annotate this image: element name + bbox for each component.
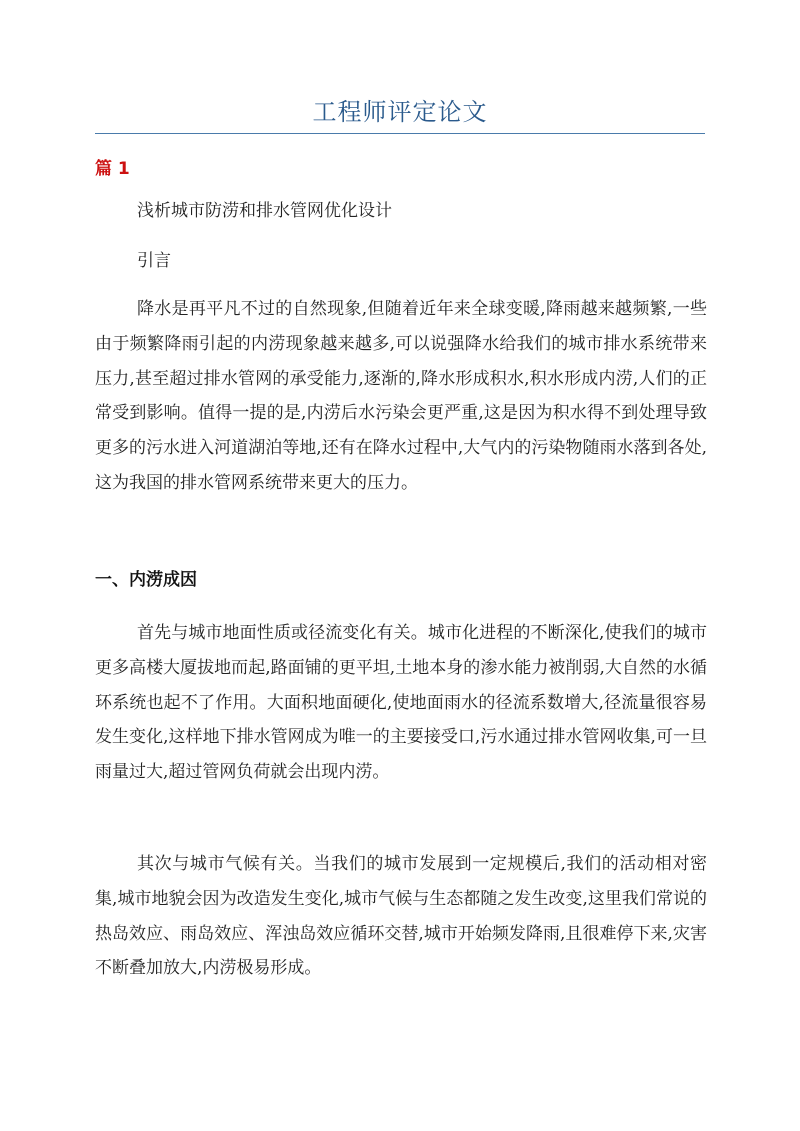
paper-subtitle: 浅析城市防涝和排水管网优化设计 (137, 201, 392, 221)
document-title: 工程师评定论文 (312, 98, 488, 126)
title-divider (95, 133, 705, 134)
section-label: 篇 1 (95, 159, 130, 179)
intro-heading: 引言 (137, 251, 171, 271)
paragraph-climate: 其次与城市气候有关。当我们的城市发展到一定规模后,我们的活动相对密集,城市地貌会因为改造发生变化,城市气候与生态都随之发生改变,这里我们常说的热岛效应、雨岛效应、浑浊岛效应循环交替,城市开始频发降雨,且很难停下来,灾害不断叠加放大,内涝极易形成。 (95, 854, 707, 979)
section-heading-causes: 一、内涝成因 (95, 570, 197, 590)
intro-paragraph: 降水是再平凡不过的自然现象,但随着近年来全球变暖,降雨越来越频繁,一些由于频繁降雨引起的内涝现象越来越多,可以说强降水给我们的城市排水系统带来压力,甚至超过排水管网的承受能力,逐渐的,降水形成积水,积水形成内涝,人们的正常受到影响。值得一提的是,内涝后水污染会更严重,这是因为积水得不到处理导致更多的污水进入河道湖泊等地,还有在降水过程中,大气内的污染物随雨水落到各处,这为我国的排水管网系统带来更大的压力。 (95, 299, 707, 493)
paragraph-surface-runoff: 首先与城市地面性质或径流变化有关。城市化进程的不断深化,使我们的城市更多高楼大厦拔地而起,路面铺的更平坦,土地本身的渗水能力被削弱,大自然的水循环系统也起不了作用。大面积地面硬化,使地面雨水的径流系数增大,径流量很容易发生变化,这样地下排水管网成为唯一的主要接受口,污水通过排水管网收集,可一旦雨量过大,超过管网负荷就会出现内涝。 (95, 623, 707, 783)
